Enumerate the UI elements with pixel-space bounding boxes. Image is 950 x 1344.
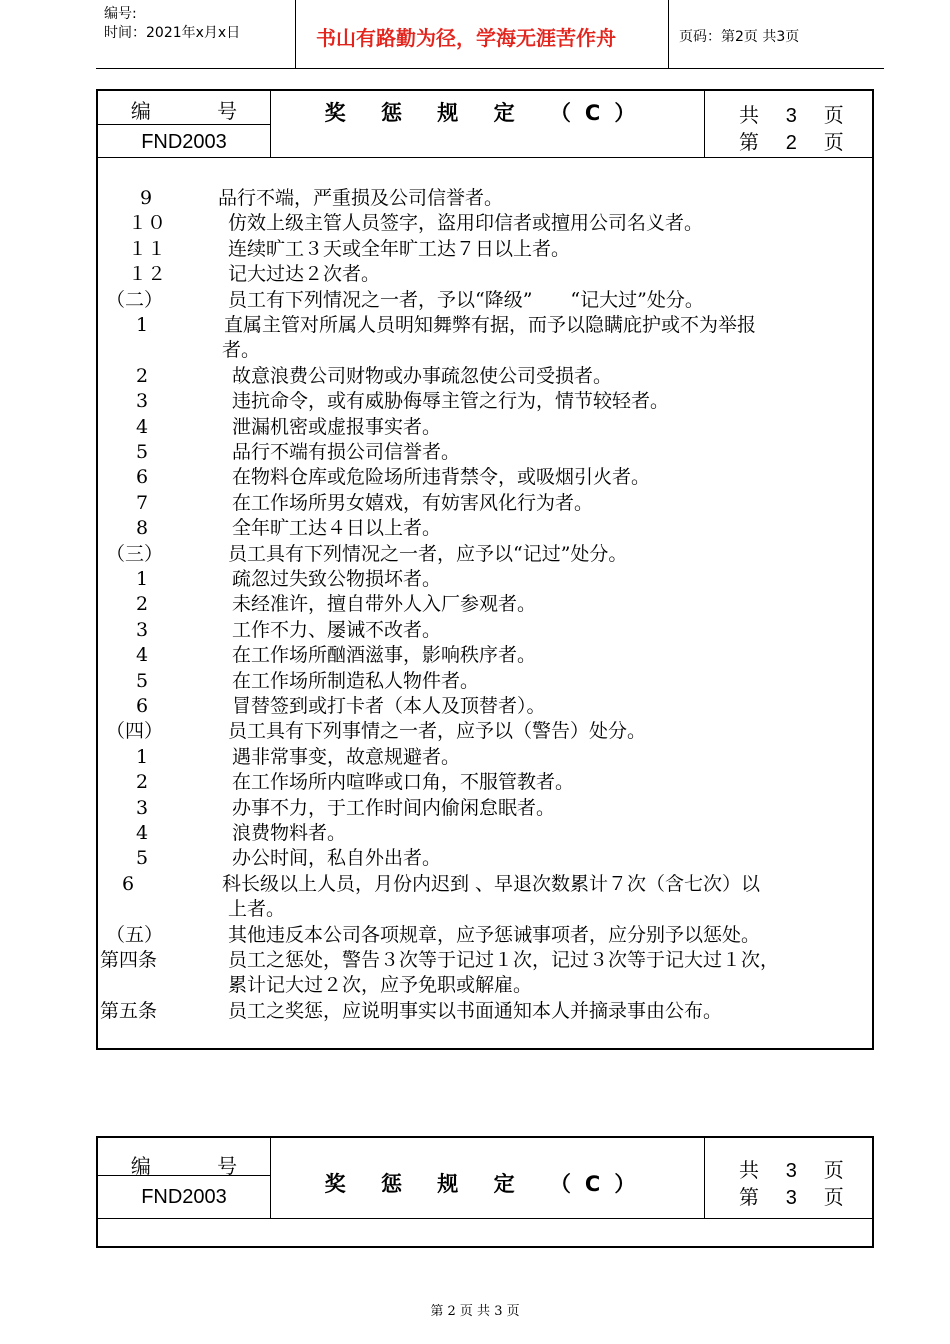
item-text: 员工有下列情况之一者，予以“降级” “记大过”处分。 [228, 288, 704, 311]
next-code-box-divider [98, 1175, 270, 1176]
item-text: 未经准许，擅自带外人入厂参观者。 [232, 593, 537, 616]
item-number: （四） [106, 720, 164, 743]
item-number: 2 [136, 771, 149, 794]
next-code-box [98, 1138, 271, 1218]
item-number: 6 [136, 695, 149, 717]
item-text: 连续旷工３天或全年旷工达７日以上者。 [228, 237, 571, 260]
title-box [270, 91, 705, 157]
next-current-value: 3 [785, 1187, 797, 1209]
next-code-box-value: FND2003 [141, 1186, 227, 1208]
item-number: 4 [136, 415, 149, 438]
current-page-row [739, 126, 844, 155]
item-text: 员工之惩处，警告３次等于记过１次，记过３次等于记大过１次， [228, 949, 780, 971]
item-text: 在工作场所制造私人物件者。 [232, 669, 480, 692]
item-text: 品行不端有损公司信誉者。 [232, 441, 461, 463]
next-document-header [98, 1138, 872, 1219]
time-label: 时间：2021年x月x日 [104, 25, 241, 41]
item-text: 工作不力、屡诫不改者。 [232, 618, 442, 641]
next-document-table [96, 1136, 874, 1248]
item-text: 科长级以上人员，月份内迟到 、早退次数累计７次（含七次）以 [222, 872, 761, 895]
item-text: 浪费物料者。 [232, 822, 347, 844]
item-number: 5 [136, 847, 149, 870]
next-current-label: 第 [739, 1185, 759, 1209]
code-label: 编号: [104, 6, 137, 22]
total-value: 3 [785, 105, 797, 127]
next-code-box-label: 编 号 [130, 1154, 268, 1178]
total-pages-row [739, 99, 844, 128]
item-text: 品行不端，严重损及公司信誉者。 [218, 187, 504, 209]
item-number: 3 [136, 390, 149, 413]
item-text: 其他违反本公司各项规章，应予惩诫事项者，应分别予以惩处。 [228, 923, 761, 946]
item-text: 违抗命令，或有威胁侮辱主管之行为，情节较轻者。 [232, 390, 670, 413]
motto: 书山有路勤为径，学海无涯苦作舟 [316, 26, 616, 50]
item-number: （三） [106, 542, 164, 565]
item-text: 员工具有下列事情之一者，应予以（警告）处分。 [228, 720, 647, 743]
page-info-cell [669, 0, 884, 68]
item-text: 仿效上级主管人员签字，盗用印信者或擅用公司名义者。 [228, 212, 704, 235]
code-box-label: 编 号 [130, 99, 268, 123]
item-text: 直属主管对所属人员明知舞弊有据，而予以隐瞒庇护或不为举报 [224, 314, 757, 336]
code-box [98, 91, 271, 157]
top-header [96, 0, 884, 69]
item-number: １１ [128, 237, 167, 260]
code-box-value: FND2003 [141, 131, 227, 153]
item-text: 办事不力，于工作时间内偷闲怠眠者。 [232, 796, 556, 819]
item-number: 2 [136, 364, 149, 387]
item-number: 1 [136, 745, 149, 768]
next-total-label: 共 [739, 1158, 759, 1182]
item-number: 4 [136, 822, 149, 844]
page-info: 页码：第2页 共3页 [679, 29, 800, 45]
item-number: 6 [122, 872, 135, 895]
item-number: （五） [106, 923, 164, 946]
total-unit: 页 [823, 103, 844, 127]
header-info-cell [96, 0, 296, 68]
code-box-divider [98, 124, 270, 125]
item-number: 1 [136, 314, 149, 336]
item-text: 遇非常事变，故意规避者。 [232, 745, 461, 768]
document-table [96, 89, 874, 1050]
next-document-title: 奖 惩 规 定 （C） [324, 1172, 650, 1196]
next-total-value: 3 [785, 1160, 797, 1182]
item-number: 9 [140, 187, 153, 209]
item-number: 第五条 [100, 999, 158, 1022]
item-text: 在工作场所内喧哗或口角，不服管教者。 [232, 771, 575, 794]
item-number: 2 [136, 593, 149, 616]
next-total-unit: 页 [823, 1158, 844, 1182]
item-text: 办公时间，私自外出者。 [232, 847, 442, 870]
item-text: 累计记大过２次，应予免职或解雇。 [228, 974, 533, 997]
item-text: 记大过达２次者。 [228, 263, 381, 286]
item-number: １０ [128, 212, 167, 235]
item-text: 故意浪费公司财物或办事疏忽使公司受损者。 [232, 364, 613, 387]
next-total-pages-row [739, 1154, 844, 1183]
item-text: 者。 [222, 339, 261, 362]
page-count-box [705, 91, 875, 157]
item-number: 6 [136, 466, 149, 489]
next-current-page-row [739, 1181, 844, 1210]
footer-page-number: 第 2 页 共 3 页 [430, 1304, 520, 1319]
document-title: 奖 惩 规 定 （C） [324, 101, 650, 125]
item-number: １２ [128, 263, 167, 286]
item-number: 第四条 [100, 949, 158, 971]
item-text: 员工之奖惩，应说明事实以书面通知本人并摘录事由公布。 [228, 999, 723, 1022]
document-header [98, 91, 872, 158]
item-number: 5 [136, 669, 149, 692]
item-text: 全年旷工达４日以上者。 [232, 517, 442, 540]
current-value: 2 [785, 132, 797, 154]
item-text: 在物料仓库或危险场所违背禁令，或吸烟引火者。 [232, 466, 651, 489]
item-text: 在工作场所男女嬉戏，有妨害风化行为者。 [232, 491, 594, 514]
item-number: 3 [136, 618, 149, 641]
next-current-unit: 页 [823, 1185, 844, 1209]
item-text: 上者。 [228, 898, 286, 921]
current-unit: 页 [823, 130, 844, 154]
next-page-count-box [705, 1138, 875, 1218]
item-text: 冒替签到或打卡者（本人及顶替者）。 [232, 695, 546, 717]
item-number: 1 [136, 568, 149, 590]
current-label: 第 [739, 130, 759, 154]
item-text: 疏忽过失致公物损坏者。 [232, 568, 442, 590]
item-text: 泄漏机密或虚报事实者。 [232, 415, 442, 438]
next-title-box [270, 1138, 705, 1218]
item-number: 8 [136, 517, 149, 540]
item-number: 5 [136, 441, 149, 463]
motto-cell [296, 0, 669, 68]
item-number: 4 [136, 644, 149, 667]
item-number: （二） [106, 288, 164, 311]
item-text: 员工具有下列情况之一者，应予以“记过”处分。 [228, 542, 628, 565]
item-text: 在工作场所酗酒滋事，影响秩序者。 [232, 644, 537, 667]
item-number: 3 [136, 796, 149, 819]
total-label: 共 [739, 103, 759, 127]
item-number: 7 [136, 491, 149, 514]
